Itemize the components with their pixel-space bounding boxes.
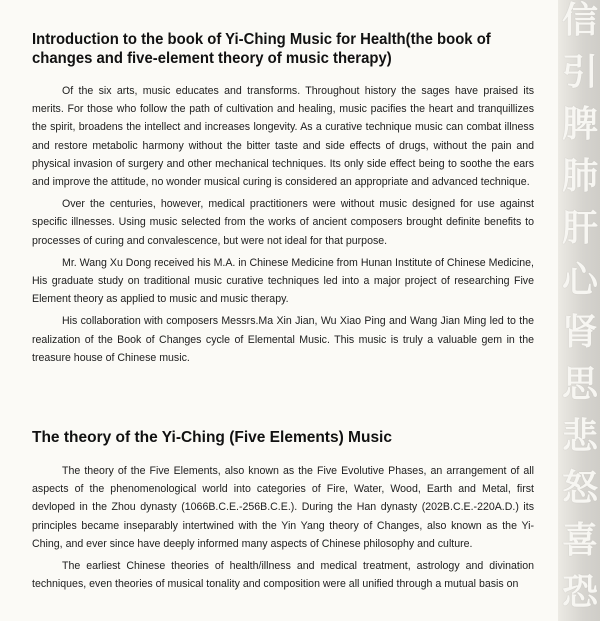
side-strip-characters: 信引脾肺肝心肾思悲怒喜恐 <box>561 0 598 613</box>
intro-body <box>32 82 534 371</box>
theory-paragraph-1: The theory of the Five Elements, also known as the Five Evolutive Phases, an arrangement of all aspects of the phenomenological world into categories of Fire, Water, Wood, Earth and Metal, first devloped in the Zhou dynasty (1066B.C.E.-256B.C.E.). During the Han dynasty (202B.C.E.-220A.D.) its principles became inseparably intertwined with the Yin Yang theory of Changes, also known as the Yi-Ching, and ever since have deeply informed many aspects of Chinese philosophy and culture. <box>32 465 534 550</box>
theory-paragraph-2: The earliest Chinese theories of health/illness and medical treatment, astrology and divination techniques, even theories of musical tonality and composition were all unified through a mutual basis on <box>32 560 534 591</box>
theory-body <box>32 462 534 597</box>
intro-heading: Introduction to the book of Yi-Ching Music for Health(the book of changes and five-element theory of music therapy) <box>32 31 491 67</box>
intro-paragraph-3: Mr. Wang Xu Dong received his M.A. in Chinese Medicine from Hunan Institute of Chinese Medicine, His graduate study on traditional music curative techniques led into a major project of researching Five Element theory as applied to music and music therapy. <box>32 256 534 306</box>
intro-paragraph-2: Over the centuries, however, medical practitioners were without music designed for use against specific illnesses. Using music selected from the works of ancient composers brought definite benefits to processes of curing and convalescence, but were not ideal for that purpose. <box>32 198 534 247</box>
intro-paragraph-4: His collaboration with composers Messrs.Ma Xin Jian, Wu Xiao Ping and Wang Jian Ming led to the realization of the Book of Changes cycle of Elemental Music. This music is truly a valuable gem in the treasure house of Chinese music. <box>32 315 534 364</box>
theory-heading: The theory of the Yi-Ching (Five Elements) Music <box>32 429 392 446</box>
intro-paragraph-1: Of the six arts, music educates and transforms. Throughout history the sages have praised its merits. For those who follow the path of cultivation and healing, music pacifies the heart and tranquillizes the spirit, broadens the intellect and increases longevity. As a curative technique music can combat illness and restore metabolic harmony without the bitter taste and side effects of drugs, without the pain and physical invasion of surgery and other mechanical techniques. Its only side effect being to soothe the ears and improve the attitude, no wonder musical curing is considered an appropriate and advanced technique. <box>32 85 534 189</box>
side-calligraphy-strip <box>558 0 600 621</box>
